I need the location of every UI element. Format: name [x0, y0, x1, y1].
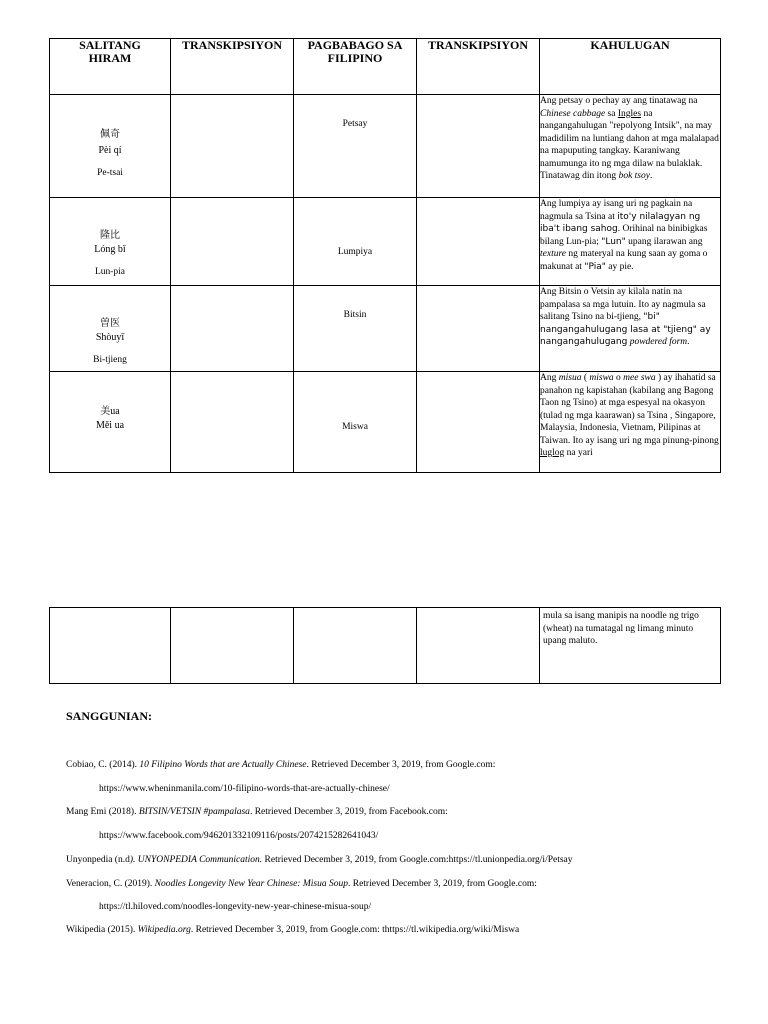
- reference-author: Veneracion, C. (2019).: [66, 879, 155, 889]
- loanword-cell: [50, 608, 171, 684]
- transcription-cell: [171, 372, 294, 473]
- meaning-cell: mula sa isang manipis na noodle ng trigo (wheat) na tumatagal ng limang minuto upang maluto.: [540, 608, 721, 684]
- reference-author: Unyonpedia (n.d: [66, 855, 130, 865]
- transcription-cell: [417, 95, 540, 198]
- transcription-cell: [171, 198, 294, 286]
- hanzi-text: [50, 402, 170, 417]
- reference-title: Wikipedia.org: [137, 925, 191, 935]
- meaning-text: Ang lumpiya ay isang uri ng pagkain na nagmula sa Tsina at: [540, 199, 693, 222]
- table-row: [50, 198, 721, 286]
- reference-retrieved: . Retrieved December 3, 2019, from Google.com:: [347, 879, 537, 889]
- filipino-cell: [294, 95, 417, 198]
- pinyin-text: Shòuyī: [95, 332, 125, 343]
- loanword-cell: [50, 286, 171, 372]
- romanization-text: Lun-pia: [94, 267, 126, 277]
- references-heading: SANGGUNIAN:: [66, 709, 153, 723]
- filipino-cell: [294, 608, 417, 684]
- reference-entry: [66, 760, 495, 770]
- meaning-text-emphasis: "Pia": [584, 261, 606, 272]
- header-pagbabago: PAGBABAGO SA FILIPINO: [294, 39, 417, 95]
- reference-entry: [66, 879, 537, 889]
- filipino-word: Miswa: [342, 422, 368, 432]
- transcription-cell: [417, 198, 540, 286]
- table-row: [50, 372, 721, 473]
- reference-title: ). UNYONPEDIA Communication.: [129, 855, 263, 865]
- romanization-text: Pe-tsai: [97, 168, 123, 178]
- reference-retrieved: . Retrieved December 3, 2019, from Facebook.com:: [249, 807, 448, 817]
- meaning-cell: [540, 198, 721, 286]
- reference-url[interactable]: https://tl.hiloved.com/noodles-longevity-new-year-chinese-misua-soup/: [99, 902, 372, 912]
- meaning-cell: [540, 95, 721, 198]
- meaning-text: o: [613, 373, 624, 383]
- reference-retrieved: . Retrieved December 3, 2019, from Google.com: thttps://tl.wikipedia.org/wiki/Miswa: [190, 925, 520, 935]
- meaning-text: upang ilarawan ang: [625, 236, 703, 247]
- filipino-cell: [294, 198, 417, 286]
- filipino-word: Petsay: [342, 119, 368, 129]
- meaning-text: ) ay ihahatid sa panahon ng kapistahan (kabilang ang Bagong Taon ng Tsino) at mga espesyal na okasyon (tulad ng mga kaarawan) sa Tsina , Singapore, Malaysia, Indonesia, Vietnam, Pilipinas at Taiwan. Ito ay isang uri ng mga pinung-pinong: [540, 373, 719, 446]
- romanization-text: Bi-tjieng: [93, 355, 127, 365]
- meaning-text: . Orihinal na binibigkas bilang Lun-pia;: [540, 224, 708, 247]
- hanzi-char: 美: [100, 406, 111, 417]
- meaning-text-italic: powdered form: [629, 337, 688, 347]
- vocabulary-table-continuation: [49, 607, 721, 684]
- loanword-cell: [50, 372, 171, 473]
- transcription-cell: [417, 608, 540, 684]
- filipino-cell: [294, 372, 417, 473]
- transcription-cell: [171, 286, 294, 372]
- reference-title: Noodles Longevity New Year Chinese: Misua Soup: [154, 879, 348, 889]
- reference-retrieved: . Retrieved December 3, 2019, from Google.com:: [306, 760, 496, 770]
- meaning-text-italic: mee swa: [623, 373, 656, 383]
- table-header-row: [50, 39, 721, 95]
- table-row: [50, 286, 721, 372]
- loanword-cell: [50, 198, 171, 286]
- meaning-text: .: [649, 171, 653, 181]
- meaning-text-emphasis: ito'y nilalagyan ng iba't ibang sahog: [540, 211, 701, 234]
- header-transkipsiyon-2: TRANSKIPSIYON: [417, 39, 540, 95]
- vocabulary-table: [49, 38, 721, 473]
- meaning-cell: [540, 286, 721, 372]
- reference-retrieved: Retrieved December 3, 2019, from Google.com:https://tl.unionpedia.org/i/Petsay: [262, 855, 573, 865]
- reference-entry: [66, 925, 519, 935]
- meaning-text-italic: miswa: [589, 373, 614, 383]
- reference-author: Mang Emi (2018).: [66, 807, 139, 817]
- reference-entry: [66, 855, 573, 865]
- hanzi-text: 佩奇: [100, 129, 120, 140]
- meaning-text-emphasis: "bi" nangangahulugang lasa at "tjieng" ay nangangahulugang: [540, 312, 711, 347]
- meaning-text-emphasis: "Lun": [601, 236, 626, 247]
- meaning-text: na nangangahulugan "repolyong Intsik", na may madidilim na luntiang dahon at mga malalapad na mapuputing tangkay. Karaniwang namumunga ito ng mga dilaw na bulaklak. Tinatawag din itong: [540, 108, 719, 181]
- reference-title: 10 Filipino Words that are Actually Chinese: [139, 760, 307, 770]
- header-kahulugan: KAHULUGAN: [540, 39, 721, 95]
- meaning-text: Ang petsay o pechay ay ang tinatawag na: [540, 96, 698, 106]
- hanzi-suffix: ua: [110, 406, 120, 417]
- reference-author: Cobiao, C. (2014).: [66, 760, 140, 770]
- meaning-text: Ang Bitsin o Vetsin ay kilala natin na pampalasa sa mga lutuin. Ito ay nagmula sa salitang Tsino na bi-tjieng,: [540, 287, 706, 322]
- table-row: [50, 95, 721, 198]
- hanzi-text: 隆比: [100, 230, 120, 241]
- meaning-link-ingles[interactable]: Ingles: [617, 108, 642, 119]
- transcription-cell: [417, 372, 540, 473]
- transcription-cell: [171, 608, 294, 684]
- reference-author: Wikipedia (2015).: [66, 925, 138, 935]
- meaning-text: .: [687, 337, 690, 347]
- reference-url[interactable]: https://www.facebook.com/946201332109116/posts/2074215282641043/: [99, 831, 379, 841]
- meaning-text-italic: misua: [558, 373, 582, 383]
- meaning-cell: [540, 372, 721, 473]
- meaning-text: Ang: [540, 373, 559, 383]
- meaning-text-italic: texture: [540, 249, 567, 259]
- meaning-text-italic: bok tsoy: [618, 171, 650, 181]
- meaning-text: sa: [605, 108, 618, 119]
- pinyin-text: Pèi qí: [98, 145, 122, 156]
- loanword-cell: [50, 95, 171, 198]
- filipino-cell: [294, 286, 417, 372]
- meaning-text: (: [581, 373, 590, 383]
- pinyin-text: Lóng bǐ: [94, 244, 126, 255]
- transcription-cell: [417, 286, 540, 372]
- table-row: [50, 608, 721, 684]
- meaning-text: ay pie.: [605, 261, 634, 272]
- meaning-text-italic: Chinese cabbage: [540, 108, 606, 119]
- meaning-text: na yari: [564, 448, 593, 458]
- reference-entry: [66, 807, 448, 817]
- meaning-text-underlined: luglog: [540, 448, 565, 458]
- transcription-cell: [171, 95, 294, 198]
- hanzi-text: 曽医: [100, 318, 120, 329]
- pinyin-text: Měi ua: [95, 420, 125, 431]
- reference-url[interactable]: https://www.wheninmanila.com/10-filipino-words-that-are-actually-chinese/: [99, 784, 390, 794]
- filipino-word: Lumpiya: [337, 247, 373, 257]
- reference-title: BITSIN/VETSIN #pampalasa: [138, 807, 250, 817]
- filipino-word: Bitsin: [343, 310, 367, 320]
- header-salitang-hiram: SALITANG HIRAM: [50, 39, 171, 95]
- meaning-text: ng materyal na kung saan ay goma o makunat at: [540, 249, 708, 272]
- header-transkipsiyon-1: TRANSKIPSIYON: [171, 39, 294, 95]
